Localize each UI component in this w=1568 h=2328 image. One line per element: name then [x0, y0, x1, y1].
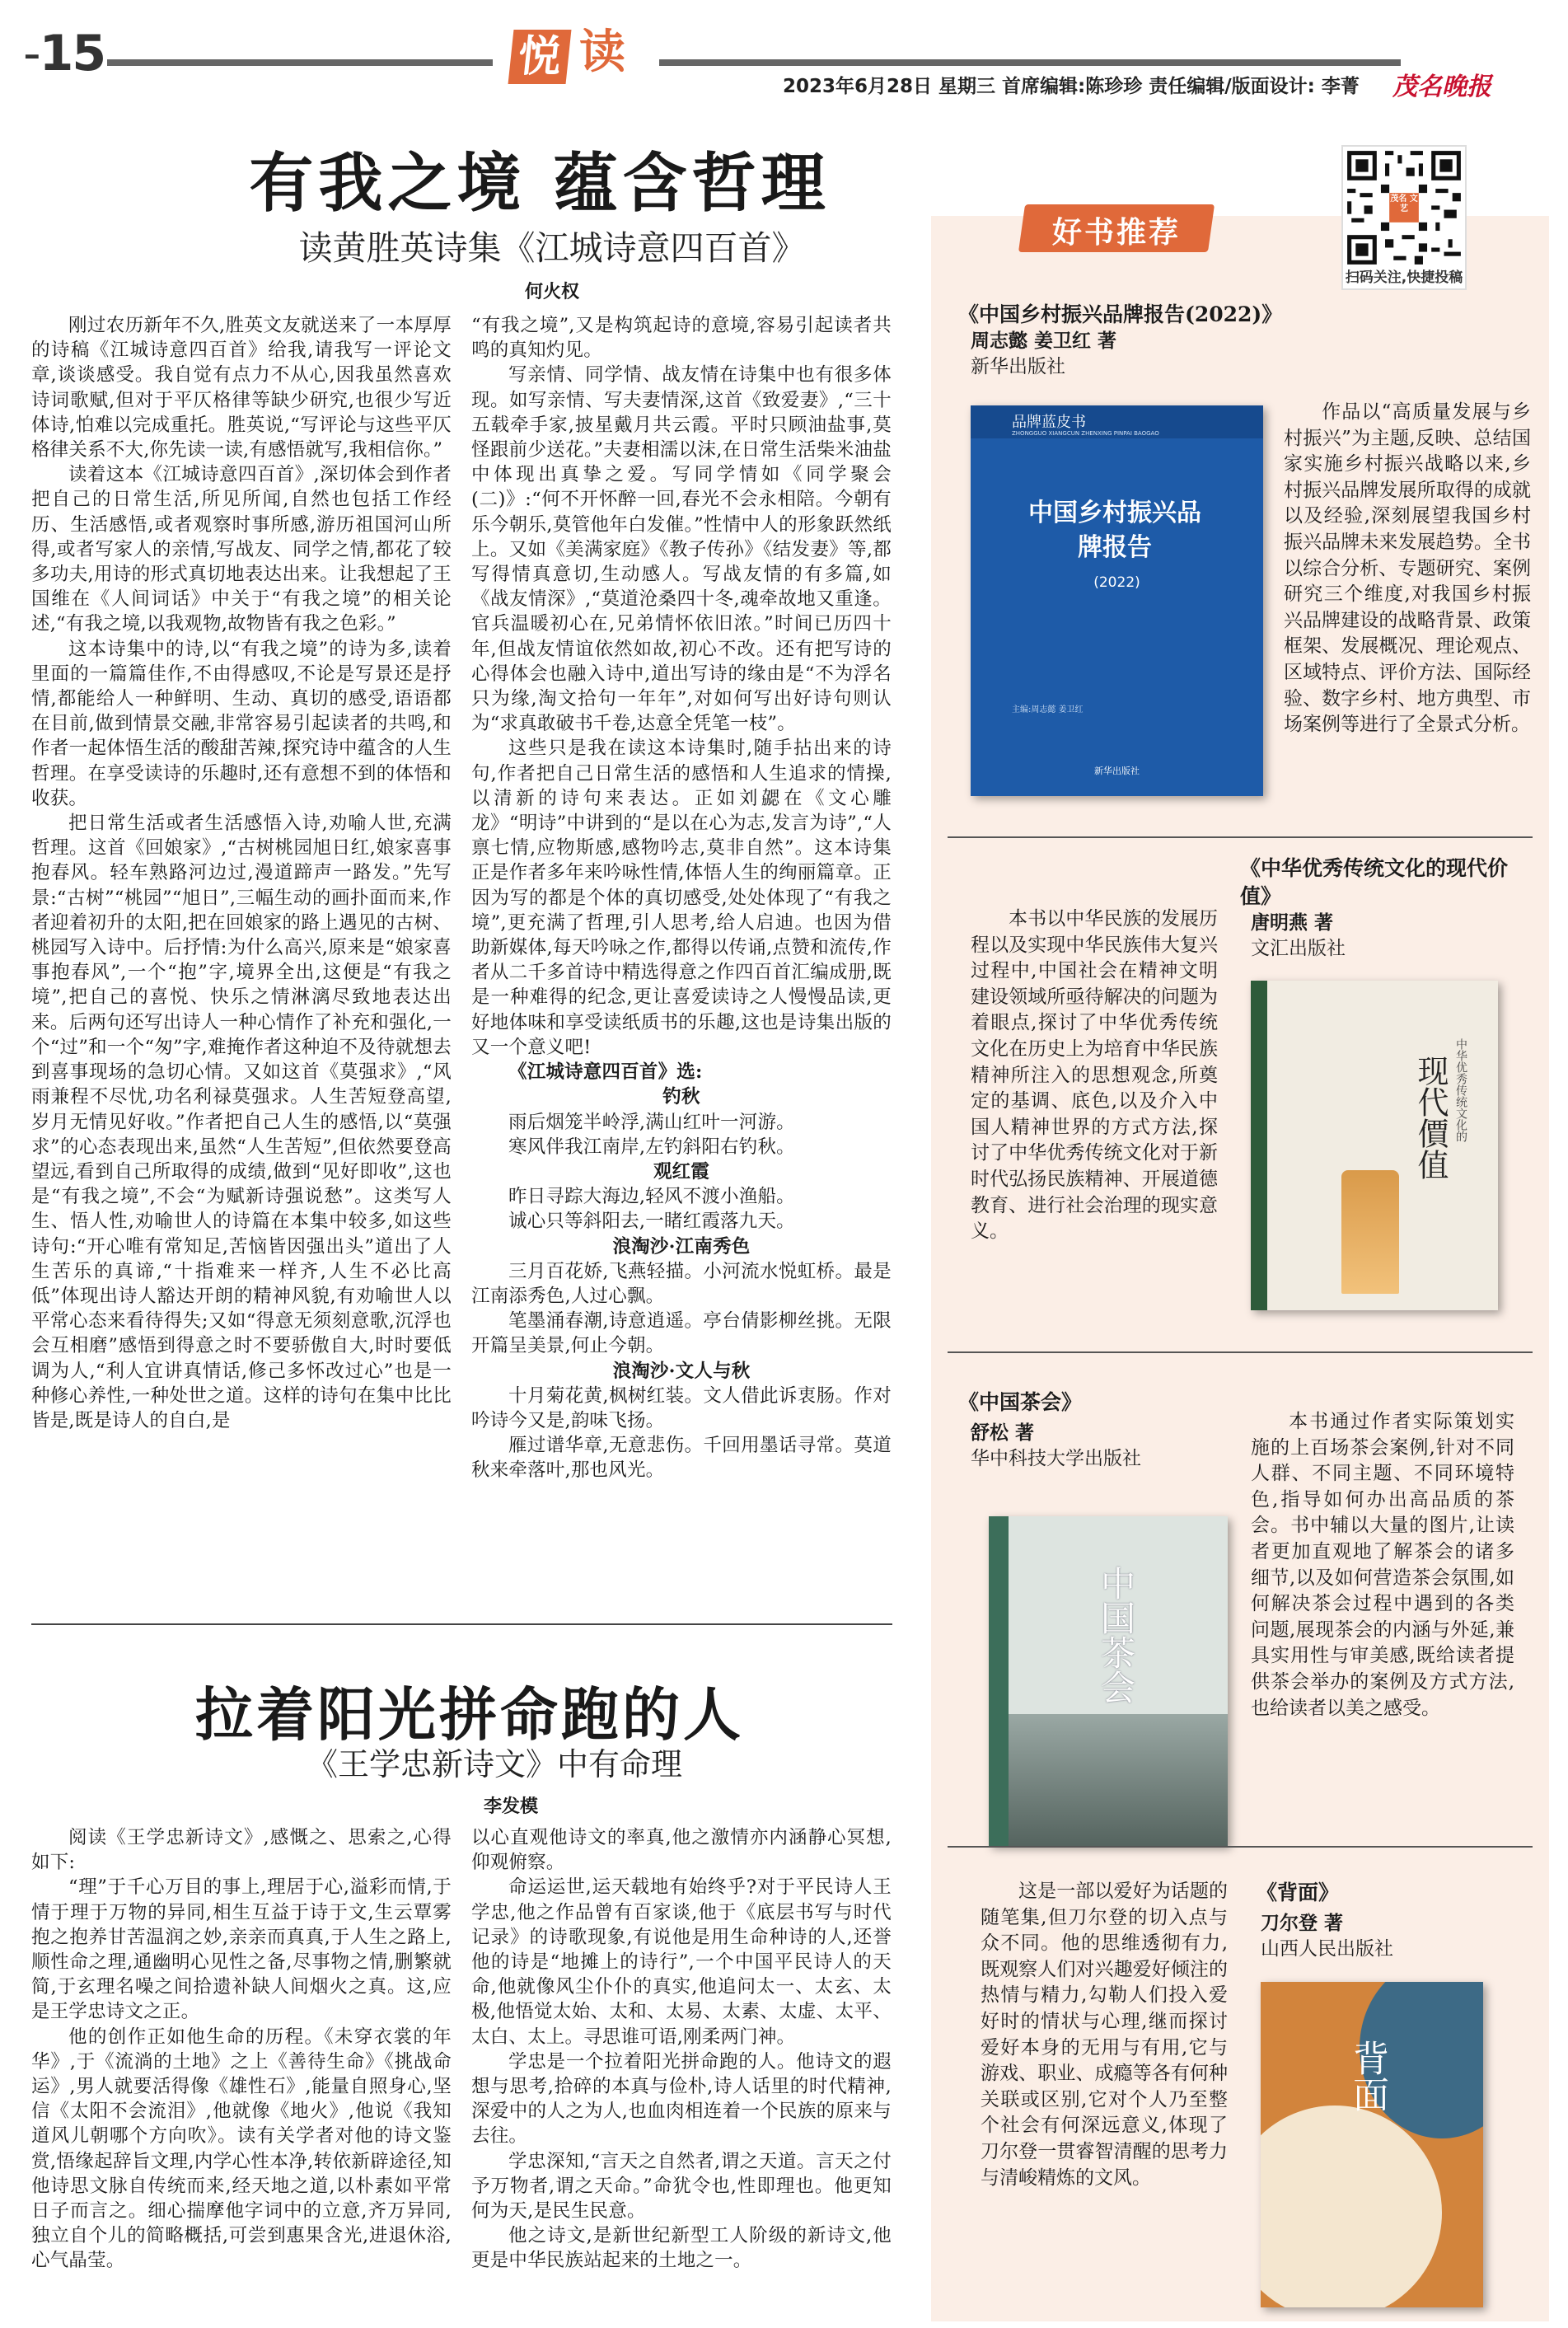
poem-title: 观红霞 [653, 1160, 710, 1183]
paragraph: 学忠是一个拉着阳光拼命跑的人。他诗文的遐想与思考,拾碎的本真与俭朴,诗人话里的时代精神,深爱中的人之为人,也血肉相连着一个民族的原来与去往。 [471, 2050, 892, 2148]
book-2-authors: 唐明燕 著 [1251, 911, 1334, 934]
book-1-cover [971, 405, 1263, 796]
paragraph: 他的创作正如他生命的历程。《未穿衣裳的年华》,于《流淌的土地》之上《善待生命》《挑战命运》,男人就要活得像《雄性石》,能量自照身心,坚信《太阳不会流泪》,他就像《地火》,他说《我知道风儿朝哪个方向吹》。读有关学者对他的诗文鉴赏,悟缘起辞旨文理,内学心性本净,转依新辟途径,知他诗思文脉自传统而来,经天地之道,以朴素如平常日子而言之。细心揣摩他字词中的立意,齐万异同,独立自个儿的简略概括,可尝到惠果含光,进退休浴,心气晶莹。 [31, 2026, 452, 2272]
article2-subtitle: 《王学忠新诗文》中有命理 [306, 1746, 682, 1782]
poems-heading: 《江城诗意四百首》选: [508, 1061, 703, 1084]
brand-logo: 茂名晚报 [1392, 73, 1491, 101]
cover-series: 品牌蓝皮书 [1012, 414, 1086, 431]
book-2-publisher: 文汇出版社 [1251, 938, 1346, 959]
book-3-publisher: 华中科技大学出版社 [971, 1448, 1141, 1469]
book-1-description [1284, 400, 1531, 738]
cover-spine [1251, 981, 1267, 1310]
article2-column-2 [471, 1825, 892, 2320]
article1-author: 何火权 [524, 282, 579, 302]
cover-title: 现代價值 [1412, 1055, 1449, 1180]
sidebar-divider [948, 1846, 1533, 1848]
book-4-title: 《背面》 [1257, 1881, 1340, 1904]
book-4-cover [1261, 1982, 1483, 2307]
section-logo-block-2: 读 [579, 25, 625, 79]
paragraph: 作品以“高质量发展与乡村振兴”为主题,反映、总结国家实施乡村振兴战略以来,乡村振兴品牌发展所取得的成就以及经验,深刻展望我国乡村振兴品牌未来发展趋势。全书以综合分析、专题研究、案例研究三个维度,对我国乡村振兴品牌建设的战略背景、政策框架、发展概况、理论观点、区域特点、评价方法、国际经验、数字乡村、地方典型、市场案例等进行了全景式分析。 [1284, 401, 1531, 736]
poem-line: 雨后烟笼半岭浮,满山红叶一河游。 [508, 1111, 795, 1133]
cover-editors: 主编:周志懿 姜卫红 [1012, 705, 1084, 714]
book-3-authors: 舒松 著 [971, 1422, 1035, 1444]
page-number: -15 [23, 25, 105, 82]
section-logo [511, 25, 643, 84]
book-4-publisher: 山西人民出版社 [1261, 1938, 1393, 1960]
article2-column-1 [31, 1825, 452, 2320]
paragraph: 他之诗文,是新世纪新型工人阶级的新诗文,他更是中华民族站起来的土地之一。 [471, 2225, 892, 2272]
paragraph: 把日常生活或者生活感悟入诗,劝喻人世,充满哲理。这首《回娘家》,“古树桃园旭日红,娘家喜事抱春风。轻车熟路河边过,漫道蹄声一路发。”先写景:“古树”“桃园”“旭日”,三幅生动的画扑面而来,作者迎着初升的太阳,把在回娘家的路上遇见的古树、桃园写入诗中。后抒情:为什么高兴,原来是“娘家喜事抱春风”,一个“抱”字,境界全出,这便是“有我之境”,把自己的喜悦、快乐之情淋漓尽致地表达出来。后两句还写出诗人一种心情作了补充和强化,一个“过”和一个“匆”字,难掩作者这种迫不及待就想去到喜事现场的急切心情。又如这首《莫强求》,“风雨兼程不尽忧,功名利禄莫强求。人生苦短登高望,岁月无情见好收。”作者把自己人生的感悟,以“莫强求”的心态表现出来,虽然“人生苦短”,但依然要登高望远,看到自己所取得的成绩,做到“见好即收”,这也是“有我之境”,不会“为赋新诗强说愁”。这类写人生、悟人性,劝喻世人的诗篇在本集中较多,如这些诗句:“开心唯有常知足,苦恼皆因强出头”道出了人生苦乐的真谛,“十指难来一样齐,人生不必比高低”体现出诗人豁达开朗的精神风貌,有劝喻世人以平常心态来看待得失;又如“得意无须刻意歌,沉浮也会互相磨”感悟到得意之时不要骄傲自大,时时要低调为人,“利人宜讲真情话,修己多怀改过心”也是一种修心养性,一种处世之道。这样的诗句在集中比比皆是,既是诗人的自白,是 [31, 813, 452, 1431]
paragraph: 阅读《王学忠新诗文》,感慨之、思索之,心得如下: [31, 1827, 452, 1874]
cover-year: (2022) [1093, 574, 1140, 591]
paragraph: 这本诗集中的诗,以“有我之境”的诗为多,读着里面的一篇篇佳作,不由得感叹,不论是写景还是抒情,都能给人一种鲜明、生动、真切的感受,语语都在目前,做到情景交融,非常容易引起读者的共鸣,和作者一起体悟生活的酸甜苦辣,探究诗中蕴含的人生哲理。在享受读诗的乐趣时,还有意想不到的体悟和收获。 [31, 638, 452, 809]
poem-line: 昨日寻踪大海边,轻风不渡小渔船。 [508, 1186, 795, 1208]
paragraph: 刚过农历新年不久,胜英文友就送来了一本厚厚的诗稿《江城诗意四百首》给我,请我写一评论文章,谈谈感受。我自觉有点力不从心,因我虽然喜欢诗词歌赋,但对于平仄格律等缺少研究,也很少写近体诗,怕难以完成重托。胜英说,“写评论与这些平仄格律关系不大,你先读一读,有感悟就写,我相信你。” [31, 315, 452, 461]
section-logo-block-1: 悦 [508, 30, 572, 84]
book-1-title: 《中国乡村振兴品牌报告(2022)》 [958, 302, 1283, 326]
poem-line: 雁过谱华章,无意悲伤。千回用墨话寻常。莫道秋来牵落叶,那也风光。 [471, 1435, 892, 1482]
cover-shape [1261, 2106, 1442, 2307]
poem-line: 十月菊花黄,枫树红装。文人借此诉衷肠。作对吟诗今又是,韵味飞扬。 [471, 1384, 892, 1431]
paragraph: 这些只是我在读这本诗集时,随手拈出来的诗句,作者把自己日常生活的感悟和人生追求的情操,以清新的诗句来表达。正如刘勰在《文心雕龙》“明诗”中讲到的“是以在心为志,发言为诗”,“人禀七情,应物斯感,感物吟志,莫非自然”。这本诗集正是作者多年来吟咏性情,体悟人生的绚丽篇章。正因为写的都是个体的真切感受,处处体现了“有我之境”,更充满了哲理,引人思考,给人启迪。也因为借助新媒体,每天吟咏之作,都得以传诵,点赞和流传,作者从二千多首诗中精选得意之作四百首汇编成册,既是一种难得的纪念,更让喜爱读诗之人慢慢品读,更好地体味和享受读纸质书的乐趣,这也是诗集出版的又一个意义吧! [471, 738, 892, 1058]
book-2-description [971, 906, 1218, 1245]
article2-title: 拉着阳光拼命跑的人 [195, 1680, 744, 1749]
cover-subtitle: 中华优秀传统文化的 [1454, 1038, 1467, 1142]
cover-title: 中国茶会 [1096, 1566, 1136, 1704]
cover-spine [989, 1516, 1009, 1846]
cover-series-en: ZHONGGUO XIANGCUN ZHENXING PINPAI BAOGAO [1012, 430, 1159, 437]
poem-title: 浪淘沙·江南秀色 [612, 1235, 751, 1258]
paragraph: 读着这本《江城诗意四百首》,深切体会到作者把自己的日常生活,所见所闻,自然也包括工作经历、生活感悟,或者观察时事所感,游历祖国河山所得,或者写家人的亲情,写战友、同学之情,都花了较多功夫,用诗的形式真切地表达出来。让我想起了王国维在《人间词话》中关于“有我之境”的相关论述,“有我之境,以我观物,故物皆有我之色彩。” [31, 464, 452, 635]
book-4-authors: 刀尔登 著 [1261, 1912, 1344, 1934]
paragraph: “理”于千心万目的事上,理居于心,溢彩而情,于情于理于万物的异同,相生互益于诗于文,生云覃雾抱之抱养甘苦温润之妙,亲亲而真真,于人生之路上,顺性命之理,通幽明心见性之备,尽事物之情,删繁就简,于玄理名噪之间拾遗补缺人间烟火之真。这,应是王学忠诗文之正。 [31, 1876, 452, 2023]
paragraph: 这是一部以爱好为话题的随笔集,但刀尔登的切入点与众不同。他的思维透彻有力,既观察人们对兴趣爱好倾注的热情与精力,勾勒人们投入爱好时的情状与心理,继而探讨爱好本身的无用与有用,它与游戏、职业、成瘾等各有何种关联或区别,它对个人乃至整个社会有何深远意义,体现了刀尔登一贯睿智清醒的思考力与清峻精炼的文风。 [981, 1881, 1228, 2189]
paragraph: “有我之境”,又是构筑起诗的意境,容易引起读者共鸣的真知灼见。 [471, 315, 892, 362]
cover-seal [1341, 1170, 1399, 1294]
cover-publisher: 新华出版社 [1094, 766, 1140, 776]
cover-title: 中国乡村振兴品牌报告 [1028, 499, 1201, 562]
book-3-description [1251, 1409, 1514, 1721]
cover-photo [1009, 1714, 1228, 1846]
paragraph: 命运运世,运天载地有始终乎?对于平民诗人王学忠,他之作品曾有百家谈,他于《底层书写与时代记录》的诗歌现象,有说他是用生命种诗的人,还誉他的诗是“地摊上的诗行”,一个中国平民诗人的天命,他就像风尘仆仆的真实,他追问太一、太玄、太极,他悟觉太始、太和、太易、太素、太虚、太平、太白、太上。寻思谁可语,刚柔两门神。 [471, 1876, 892, 2048]
sidebar-divider [948, 836, 1533, 838]
article1-column-2 [471, 313, 892, 1599]
sidebar-divider [948, 1351, 1533, 1353]
article1-subtitle: 读黄胜英诗集《江城诗意四百首》 [298, 228, 806, 268]
book-3-title: 《中国茶会》 [958, 1390, 1083, 1414]
paragraph: 写亲情、同学情、战友情在诗集中也有很多体现。如写亲情、写夫妻情深,这首《致爱妻》,“三十五载牵手家,披星戴月共云霞。平时只顾油盐事,莫怪跟前少送花。”夫妻相濡以沫,在日常生活柴米油盐中体现出真挚之爱。写同学情如《同学聚会(二)》:“何不开怀醉一回,春光不会永相陪。今朝有乐今朝乐,莫管他年白发催。”性情中人的形象跃然纸上。又如《美满家庭》《教子传孙》《结发妻》等,都写得情真意切,生动感人。写战友情的有多篇,如《战友情深》,“莫道沧桑四十冬,魂牵故地又重逢。官兵温暖初心在,兄弟情怀依旧浓。”时间已历四十年,但战友情谊依然如故,初心不改。还有把写诗的心得体会也融入诗中,道出写诗的缘由是“不为浮名只为缘,淘文拾句一年年”,对如何写出好诗句则认为“求真敢破书千卷,达意全凭笔一枝”。 [471, 364, 892, 735]
poem-line: 三月百花娇,飞燕轻描。小河流水悦虹桥。最是江南添秀色,人过心飘。 [471, 1260, 892, 1307]
poem-line: 诚心只等斜阳去,一睹红霞落九天。 [508, 1211, 795, 1233]
qr-code[interactable] [1341, 145, 1467, 290]
article1-column-1 [31, 313, 452, 1599]
qr-center-label: 茂名 文艺 [1390, 194, 1418, 213]
book-1-authors: 周志懿 姜卫红 著 [971, 330, 1117, 352]
article-divider [31, 1623, 892, 1625]
header-meta: 2023年6月28日 星期三 首席编辑:陈珍珍 责任编辑/版面设计: 李菁 [783, 76, 1360, 97]
paragraph: 学忠深知,“言天之自然者,谓之天道。言天之付予万物者,谓之天命。”命犹令也,性即理也。他更知何为天,是民生民意。 [471, 2150, 892, 2223]
book-2-cover [1251, 981, 1498, 1310]
poem-title: 浪淘沙·文人与秋 [612, 1360, 751, 1382]
book-1-publisher: 新华出版社 [971, 356, 1065, 377]
book-2-title: 《中华优秀传统文化的现代价值》 [1240, 856, 1509, 908]
book-3-cover [989, 1516, 1228, 1846]
cover-title: 背面 [1346, 2040, 1388, 2112]
poem-line: 笔墨涌春潮,诗意逍遥。亭台倩影柳丝挑。无限开篇呈美景,何止今朝。 [471, 1310, 892, 1357]
header-rule-left [107, 59, 493, 66]
poem-line: 寒风伴我江南岸,左钓斜阳右钓秋。 [508, 1136, 795, 1158]
book-4-description [981, 1879, 1228, 2191]
sidebar-heading: 好书推荐 [1051, 216, 1181, 250]
article2-author: 李发模 [483, 1796, 538, 1817]
poem-title: 钓秋 [662, 1086, 700, 1108]
paragraph: 本书以中华民族的发展历程以及实现中华民族伟大复兴过程中,中国社会在精神文明建设领域所亟待解决的问题为着眼点,探讨了中华优秀传统文化在历史上为培育中华民族精神所注入的思想观念,所奠定的基调、底色,以及介入中国人精神世界的方式方法,探讨了中华优秀传统文化对于新时代弘扬民族精神、开展道德教育、进行社会治理的现实意义。 [971, 908, 1218, 1243]
paragraph: 以心直观他诗文的率真,他之激情亦内涵静心冥想,仰观俯察。 [471, 1827, 892, 1874]
article1-title: 有我之境 蕴含哲理 [249, 146, 831, 221]
paragraph: 本书通过作者实际策划实施的上百场茶会案例,针对不同人群、不同主题、不同环境特色,指导如何办出高品质的茶会。书中辅以大量的图片,让读者更加直观地了解茶会的诸多细节,以及如何营造茶会氛围,如何解决茶会过程中遇到的各类问题,展现茶会的内涵与外延,兼具实用性与审美感,既给读者提供茶会举办的案例及方式方法,也给读者以美之感受。 [1251, 1411, 1514, 1719]
qr-caption: 扫码关注,快捷投稿 [1345, 269, 1463, 286]
header-rule-right [659, 59, 1401, 66]
